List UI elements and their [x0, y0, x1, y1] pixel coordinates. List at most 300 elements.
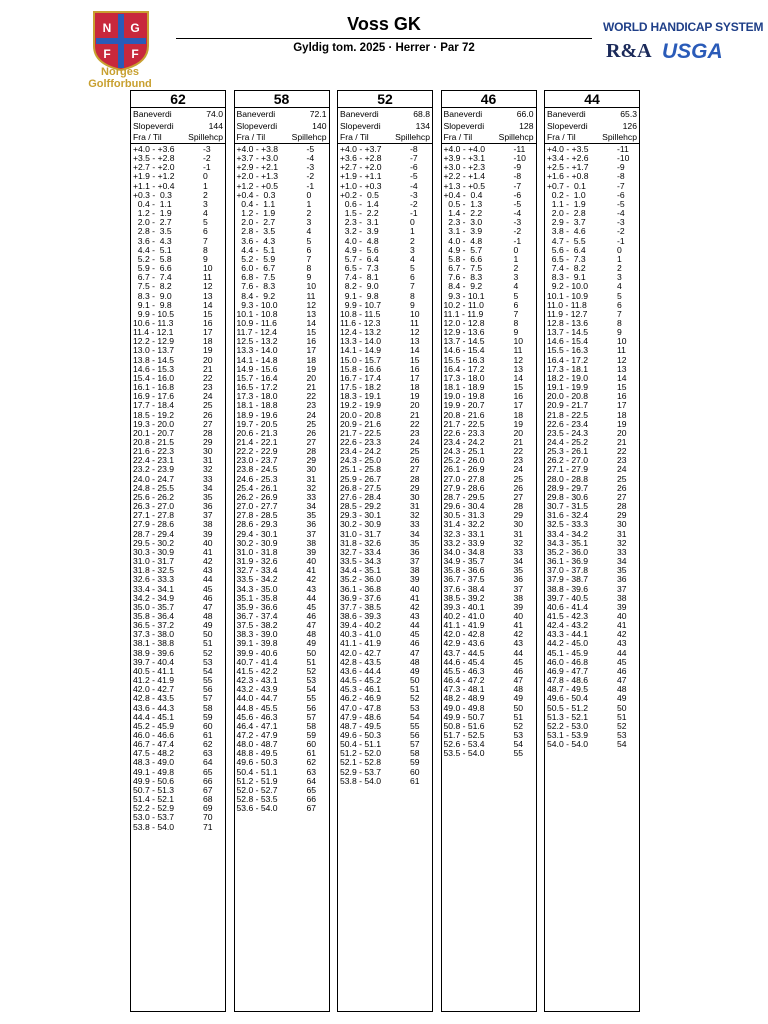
handicap-range: 30.5 - 31.3 — [443, 510, 485, 521]
handicap-range: 41.1 - 41.9 — [340, 638, 382, 649]
playing-handicap: 47 — [617, 675, 627, 686]
handicap-range: 18.5 - 19.2 — [133, 409, 175, 420]
playing-handicap: 42 — [410, 601, 420, 612]
handicap-range: 46.9 - 47.7 — [547, 665, 589, 676]
table-row — [237, 804, 327, 813]
playing-handicap: 4 — [617, 281, 622, 292]
playing-handicap: 24 — [203, 391, 213, 402]
handicap-range: 30.3 - 30.9 — [133, 546, 175, 557]
slope-rating-label: Slopeverdi — [443, 121, 485, 131]
handicap-range: 35.8 - 36.6 — [443, 565, 485, 576]
playing-handicap: 33 — [617, 546, 627, 557]
playing-handicap: 55 — [410, 720, 420, 731]
playing-handicap: 22 — [306, 391, 317, 402]
handicap-range: 26.8 - 27.5 — [340, 482, 382, 493]
playing-handicap: 7 — [306, 253, 312, 264]
playing-handicap: 30 — [306, 464, 317, 475]
handicap-range: 39.7 - 40.5 — [547, 592, 589, 603]
playing-handicap: 15 — [410, 354, 420, 365]
handicap-range: 25.3 - 26.1 — [547, 446, 589, 457]
handicap-range: 2.8 - 3.5 — [236, 226, 276, 237]
handicap-range: 47.3 - 48.1 — [443, 684, 485, 695]
playing-handicap: 12 — [306, 299, 317, 310]
playing-handicap: 59 — [306, 730, 317, 740]
playing-handicap: 54 — [513, 739, 524, 750]
handicap-range: 15.0 - 15.7 — [340, 354, 382, 365]
playing-handicap: 31 — [617, 528, 627, 539]
playing-handicap: 35 — [617, 565, 627, 576]
playing-handicap: 2 — [306, 208, 312, 219]
handicap-range: 9.2 - 10.0 — [547, 281, 589, 292]
playing-handicap: -3 — [617, 217, 625, 228]
from-to-header: Fra / Til — [547, 132, 576, 142]
playing-handicap: 22 — [513, 446, 524, 457]
slope-rating-row — [444, 120, 534, 132]
playing-handicap: 28 — [617, 501, 627, 512]
handicap-range: 10.1 - 10.9 — [547, 290, 589, 301]
handicap-range: 9.3 - 10.0 — [236, 299, 278, 310]
handicap-range: 23.4 - 24.2 — [443, 437, 485, 447]
playing-handicap: 38 — [617, 592, 627, 603]
ra-logo: R&A — [606, 40, 652, 62]
handicap-range: 28.0 - 28.8 — [547, 473, 589, 484]
handicap-range: 47.2 - 47.9 — [236, 730, 278, 740]
playing-handicap: 23 — [513, 455, 524, 466]
handicap-range: 34.9 - 35.7 — [443, 556, 485, 567]
playing-handicap: 36 — [203, 501, 213, 512]
handicap-range: 46.4 - 47.1 — [236, 720, 278, 731]
playing-handicap: 51 — [617, 711, 627, 722]
handicap-range: +4.0 - +3.8 — [236, 144, 279, 154]
handicap-range: 41.1 - 41.9 — [443, 620, 485, 631]
playing-handicap: 52 — [306, 665, 317, 676]
playing-handicap: 21 — [513, 437, 524, 447]
playing-handicap: 50 — [306, 647, 317, 658]
playing-handicap: 27 — [203, 418, 213, 429]
course-rating-row — [133, 108, 223, 120]
handicap-range: 28.9 - 29.7 — [547, 482, 589, 493]
whs-logo: WORLD HANDICAP SYSTEM — [603, 20, 764, 34]
title-divider — [176, 38, 592, 39]
playing-handicap: 45 — [306, 601, 317, 612]
handicap-range: +0.4 - 0.3 — [236, 189, 276, 200]
playing-handicap: 33 — [513, 546, 524, 557]
playing-handicap: 46 — [306, 610, 317, 621]
handicap-range: 15.5 - 16.3 — [443, 354, 485, 365]
playing-handicap: 32 — [203, 464, 213, 475]
slope-rating-value: 144 — [208, 121, 223, 131]
playing-handicap: 65 — [203, 766, 213, 777]
handicap-range: 37.5 - 38.2 — [236, 620, 278, 631]
handicap-range: 18.1 - 18.8 — [236, 400, 278, 411]
handicap-range: 25.4 - 26.1 — [236, 482, 278, 493]
playing-handicap: 67 — [203, 784, 213, 795]
playing-handicap: 36 — [306, 519, 317, 530]
playing-handicap: 54 — [617, 739, 627, 750]
handicap-range: 2.3 - 3.0 — [443, 217, 483, 228]
playing-handicap: 14 — [306, 317, 317, 328]
handicap-range: 30.7 - 31.5 — [547, 501, 589, 512]
playing-handicap: 37 — [513, 583, 524, 594]
handicap-range: 4.4 - 5.1 — [236, 244, 276, 255]
handicap-range: 25.6 - 26.2 — [133, 491, 175, 502]
playing-handicap: 17 — [617, 400, 627, 411]
handicap-range: 22.6 - 23.3 — [340, 437, 382, 447]
handicap-range: 50.4 - 51.1 — [236, 766, 278, 777]
playing-handicap: 19 — [410, 391, 420, 402]
tee-ratings — [545, 108, 639, 132]
playing-handicap: 43 — [617, 638, 627, 649]
playing-handicap: 31 — [203, 455, 213, 466]
course-rating-label: Baneverdi — [443, 109, 483, 119]
playing-handicap: 9 — [410, 299, 415, 310]
handicap-range: 4.7 - 5.5 — [547, 235, 586, 246]
playing-handicap: 66 — [203, 775, 213, 786]
playing-handicap: 1 — [617, 253, 622, 264]
handicap-range: 5.2 - 5.9 — [236, 253, 276, 264]
handicap-range: 23.0 - 23.7 — [236, 455, 278, 466]
playing-handicap: 6 — [410, 272, 415, 283]
handicap-range: 19.1 - 19.9 — [547, 382, 589, 393]
handicap-range: 19.3 - 20.0 — [133, 418, 175, 429]
handicap-range: 30.2 - 30.9 — [340, 519, 382, 530]
playing-handicap: 69 — [203, 803, 213, 814]
handicap-range: 35.8 - 36.4 — [133, 610, 175, 621]
playing-handicap: 49 — [410, 665, 420, 676]
playing-handicap: 36 — [410, 546, 420, 557]
playing-handicap: 47 — [513, 675, 524, 686]
playing-handicap: 54 — [203, 665, 213, 676]
playing-handicap: 23 — [203, 382, 213, 393]
handicap-range: 14.1 - 14.8 — [236, 354, 278, 365]
handicap-range: 6.5 - 7.3 — [340, 263, 379, 274]
table-header — [131, 132, 225, 144]
handicap-range: 50.7 - 51.3 — [133, 784, 175, 795]
playing-handicap: 58 — [306, 720, 317, 731]
playing-handicap: -6 — [513, 189, 522, 200]
playing-handicap: 44 — [410, 620, 420, 631]
handicap-range: 6.5 - 7.3 — [547, 253, 586, 264]
playing-handicap: -4 — [513, 208, 522, 219]
tee-ratings — [131, 108, 225, 132]
playing-handicap: 4 — [203, 208, 208, 219]
handicap-range: 11.6 - 12.3 — [340, 317, 381, 328]
slope-rating-row — [547, 120, 637, 132]
handicap-range: 15.4 - 16.0 — [133, 372, 175, 383]
handicap-range: 27.1 - 27.8 — [133, 510, 175, 521]
playing-handicap: 58 — [410, 748, 420, 759]
handicap-range: 19.2 - 19.9 — [340, 400, 382, 411]
handicap-range: 18.1 - 18.9 — [443, 382, 485, 393]
handicap-range: 18.2 - 19.0 — [547, 372, 589, 383]
handicap-range: 22.2 - 22.9 — [236, 446, 278, 457]
playing-handicap: 27 — [617, 491, 627, 502]
handicap-range: 35.2 - 36.0 — [340, 574, 382, 585]
playing-handicap: -5 — [410, 171, 418, 182]
playing-handicap: 70 — [203, 812, 213, 823]
svg-text:G: G — [130, 21, 140, 35]
playing-handicap: 0 — [306, 189, 312, 200]
handicap-range: 31.0 - 31.7 — [340, 528, 382, 539]
playing-handicap: 34 — [617, 556, 627, 567]
playing-handicap: 41 — [410, 592, 420, 603]
handicap-range: 27.9 - 28.6 — [133, 519, 175, 530]
playing-handicap: 26 — [513, 482, 524, 493]
handicap-range: 24.3 - 25.1 — [443, 446, 485, 457]
table-row — [444, 749, 534, 758]
playing-handicap: 7 — [203, 235, 208, 246]
handicap-range: 43.3 - 44.1 — [547, 629, 589, 640]
playing-handicap: 1 — [513, 253, 519, 264]
playing-handicap: 56 — [203, 684, 213, 695]
playing-handicap: 16 — [617, 391, 627, 402]
playing-handicap: 0 — [203, 171, 208, 182]
handicap-range: 48.0 - 48.7 — [236, 739, 278, 750]
handicap-range: 44.2 - 45.0 — [547, 638, 589, 649]
handicap-range: +1.2 - +0.5 — [236, 180, 279, 191]
handicap-range: 6.7 - 7.5 — [443, 263, 483, 274]
playing-handicap: 35 — [410, 537, 420, 548]
playing-handicap: 11 — [617, 345, 626, 356]
tee-ratings — [442, 108, 536, 132]
handicap-range: 27.6 - 28.4 — [340, 491, 382, 502]
playing-handicap: 28 — [410, 473, 420, 484]
playing-handicap: 49 — [203, 620, 213, 631]
playing-handicap: 58 — [203, 702, 213, 713]
handicap-range: 19.0 - 19.8 — [443, 391, 485, 402]
playing-handicap: 60 — [410, 766, 420, 777]
playing-handicap: 8 — [513, 317, 519, 328]
playing-handicap: 49 — [306, 638, 317, 649]
handicap-range: 1.2 - 1.9 — [133, 208, 172, 219]
page-header — [0, 0, 768, 88]
handicap-range: 2.3 - 3.1 — [340, 217, 379, 228]
playing-handicap: 2 — [203, 189, 208, 200]
playing-handicap: -9 — [513, 162, 522, 173]
handicap-range: 29.8 - 30.6 — [547, 491, 589, 502]
playing-handicap: 60 — [203, 720, 213, 731]
handicap-range: 53.8 - 54.0 — [340, 775, 382, 786]
handicap-range: 27.0 - 27.7 — [236, 501, 278, 512]
playing-handicap: 9 — [306, 272, 312, 283]
playing-handicap: 49 — [513, 693, 524, 704]
playing-handicap: 9 — [203, 253, 208, 264]
playing-handicap: 14 — [203, 299, 213, 310]
handicap-range: 35.1 - 35.8 — [236, 592, 278, 603]
playing-handicap: 27 — [306, 437, 317, 447]
playing-handicap: -4 — [306, 153, 315, 164]
playing-handicap: -9 — [617, 162, 625, 173]
handicap-range: 33.5 - 34.2 — [236, 574, 278, 585]
handicap-range: 27.0 - 27.8 — [443, 473, 485, 484]
handicap-range: 21.8 - 22.5 — [547, 409, 589, 420]
handicap-range: 3.2 - 3.9 — [340, 226, 379, 237]
playing-handicap: 37 — [410, 556, 420, 567]
playing-handicap: 28 — [513, 501, 524, 512]
playing-handicap: 30 — [410, 491, 420, 502]
course-rating-label: Baneverdi — [236, 109, 276, 119]
handicap-range: 45.2 - 45.9 — [133, 720, 175, 731]
handicap-range: 29.3 - 30.1 — [340, 510, 382, 521]
table-header — [545, 132, 639, 144]
handicap-range: 46.0 - 46.8 — [547, 656, 589, 667]
handicap-range: 31.0 - 31.7 — [133, 556, 175, 567]
handicap-rows — [545, 144, 639, 749]
handicap-range: 52.1 - 52.8 — [340, 757, 382, 768]
table-row — [133, 823, 223, 832]
playing-handicap: -7 — [617, 180, 625, 191]
handicap-range: 28.5 - 29.2 — [340, 501, 382, 512]
handicap-range: 42.0 - 42.7 — [340, 647, 382, 658]
handicap-range: 2.9 - 3.7 — [547, 217, 586, 228]
playing-handicap: 66 — [306, 794, 317, 805]
handicap-range: +3.4 - +2.6 — [547, 153, 589, 164]
playing-handicap: 32 — [306, 482, 317, 493]
table-header — [235, 132, 329, 144]
playing-handicap: 28 — [306, 446, 317, 457]
handicap-range: 3.1 - 3.9 — [443, 226, 483, 237]
playing-handicap: 54 — [306, 684, 317, 695]
handicap-range: +1.1 - +0.4 — [133, 180, 175, 191]
handicap-range: +4.0 - +3.7 — [340, 144, 382, 154]
handicap-range: 16.5 - 17.2 — [236, 382, 278, 393]
playing-handicap: 49 — [617, 693, 627, 704]
playing-handicap: 50 — [410, 675, 420, 686]
handicap-range: 29.4 - 30.1 — [236, 528, 278, 539]
playing-handicap: 20 — [410, 400, 420, 411]
handicap-range: +2.7 - +2.0 — [340, 162, 382, 173]
handicap-range: 12.8 - 13.6 — [547, 317, 589, 328]
playing-handicap: 3 — [617, 272, 622, 283]
playing-handicap: 29 — [203, 437, 213, 447]
handicap-range: 31.8 - 32.6 — [340, 537, 382, 548]
handicap-range: 4.9 - 5.7 — [443, 244, 483, 255]
handicap-range: 23.2 - 23.9 — [133, 464, 175, 475]
handicap-range: 12.2 - 12.9 — [133, 336, 175, 347]
handicap-range: 14.1 - 14.9 — [340, 345, 382, 356]
playing-handicap: 36 — [617, 574, 627, 585]
handicap-range: 26.3 - 27.0 — [133, 501, 175, 512]
handicap-range: 42.8 - 43.5 — [340, 656, 382, 667]
handicap-range: 0.2 - 1.0 — [547, 189, 586, 200]
playing-handicap: 29 — [513, 510, 524, 521]
playing-handicap: 53 — [513, 730, 524, 740]
playing-handicap: 52 — [410, 693, 420, 704]
playing-handicap: 19 — [617, 418, 627, 429]
handicap-range: 43.2 - 43.9 — [236, 684, 278, 695]
playing-handicap: 33 — [306, 491, 317, 502]
handicap-range: 44.6 - 45.4 — [443, 656, 485, 667]
playing-handicap: 33 — [203, 473, 213, 484]
playing-handicap: 27 — [410, 464, 420, 475]
handicap-range: 11.9 - 12.7 — [547, 308, 588, 319]
handicap-range: 22.6 - 23.3 — [443, 427, 485, 438]
handicap-range: 46.0 - 46.6 — [133, 730, 175, 740]
handicap-range: 1.4 - 2.2 — [443, 208, 483, 219]
handicap-range: 34.4 - 35.1 — [340, 565, 382, 576]
handicap-range: 44.8 - 45.5 — [236, 702, 278, 713]
course-rating-row — [444, 108, 534, 120]
playing-handicap: 37 — [203, 510, 213, 521]
playing-handicap: 17 — [306, 345, 317, 356]
handicap-range: 4.4 - 5.1 — [133, 244, 172, 255]
handicap-range: 25.9 - 26.7 — [340, 473, 382, 484]
playing-handicap: 21 — [203, 363, 213, 374]
playing-handicap: 62 — [306, 757, 317, 768]
playing-handicap: -6 — [617, 189, 625, 200]
playing-handicap: 14 — [513, 372, 524, 383]
handicap-range: 6.0 - 6.7 — [236, 263, 276, 274]
playing-handicap: 39 — [513, 601, 524, 612]
handicap-range: 53.8 - 54.0 — [133, 821, 175, 832]
slope-rating-value: 140 — [312, 121, 327, 131]
handicap-range: 47.9 - 48.6 — [340, 711, 382, 722]
playing-handicap: 43 — [203, 565, 213, 576]
playing-handicap: 7 — [513, 308, 519, 319]
playing-handicap: 11 — [306, 290, 316, 301]
playing-handicap: 40 — [203, 537, 213, 548]
handicap-range: 26.2 - 27.0 — [547, 455, 589, 466]
playing-handicap: 22 — [617, 446, 627, 457]
handicap-range: 8.2 - 9.0 — [340, 281, 379, 292]
playing-handicap: 36 — [513, 574, 524, 585]
handicap-range: +3.9 - +3.1 — [443, 153, 486, 164]
handicap-range: 0.6 - 1.4 — [340, 198, 379, 209]
playing-handicap: 42 — [306, 574, 317, 585]
handicap-range: 25.1 - 25.8 — [340, 464, 382, 475]
handicap-range: 2.0 - 2.7 — [133, 217, 172, 228]
handicap-range: 33.4 - 34.2 — [547, 528, 589, 539]
playing-hcp-header: Spillehcp — [602, 132, 637, 142]
handicap-range: 50.5 - 51.2 — [547, 702, 589, 713]
playing-handicap: 46 — [513, 665, 524, 676]
playing-handicap: 50 — [617, 702, 627, 713]
course-rating-row — [340, 108, 430, 120]
handicap-range: 36.1 - 36.8 — [340, 583, 382, 594]
course-rating-label: Baneverdi — [133, 109, 172, 119]
playing-handicap: 26 — [203, 409, 213, 420]
handicap-rows — [338, 144, 432, 786]
playing-hcp-header: Spillehcp — [188, 132, 223, 142]
handicap-range: 2.0 - 2.8 — [547, 208, 586, 219]
handicap-range: 40.5 - 41.1 — [133, 665, 175, 676]
handicap-range: 7.4 - 8.2 — [547, 263, 586, 274]
handicap-range: 31.9 - 32.6 — [236, 556, 278, 567]
playing-handicap: 21 — [306, 382, 317, 393]
playing-handicap: 10 — [203, 263, 213, 274]
playing-handicap: 0 — [513, 244, 519, 255]
table-header — [338, 132, 432, 144]
handicap-range: 13.8 - 14.5 — [133, 354, 175, 365]
handicap-range: 21.6 - 22.3 — [133, 446, 175, 457]
handicap-range: 14.9 - 15.6 — [236, 363, 278, 374]
handicap-range: 21.4 - 22.1 — [236, 437, 278, 447]
handicap-range: 39.1 - 39.8 — [236, 638, 278, 649]
handicap-range: 15.7 - 16.4 — [236, 372, 278, 383]
handicap-range: 50.4 - 51.1 — [340, 739, 382, 750]
playing-handicap: -6 — [410, 162, 418, 173]
playing-handicap: 3 — [203, 198, 208, 209]
handicap-range: 9.9 - 10.5 — [133, 308, 175, 319]
playing-handicap: -3 — [410, 189, 418, 200]
playing-handicap: 6 — [617, 299, 622, 310]
playing-handicap: -2 — [203, 153, 211, 164]
handicap-range: 23.5 - 24.3 — [547, 427, 589, 438]
playing-handicap: 24 — [306, 409, 317, 420]
playing-handicap: 29 — [410, 482, 420, 493]
playing-handicap: 46 — [410, 638, 420, 649]
handicap-range: 10.9 - 11.6 — [236, 317, 277, 328]
